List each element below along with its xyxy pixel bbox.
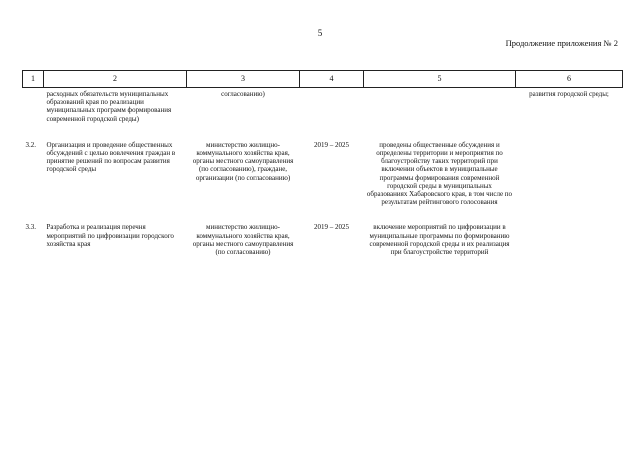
- row-period: 2019 – 2025: [314, 223, 349, 232]
- row-period: 2019 – 2025: [314, 140, 349, 149]
- header-col-6: 6: [516, 71, 623, 88]
- table-row: [23, 88, 623, 123]
- row-result: проведены общественные обсуждения и определены территории и мероприятия по благоустройству таких территорий при включении объектов в муниципальные программы формирования современной городской среды в муниципальных образованиях Хабаровского края, в том числе по результатам рейтингового голосования: [366, 140, 513, 207]
- row-executor: министерство жилищно-коммунального хозяйства края, органы местного самоуправления (по согласованию), граждане, организации (по согласованию): [192, 140, 294, 182]
- table-row: [23, 206, 623, 256]
- row-result: [364, 88, 516, 123]
- measures-table: [22, 70, 623, 256]
- row-result: включение мероприятий по цифровизации в муниципальные программы по формированию современной городской среды и их реализация при благоустройстве территорий: [369, 223, 510, 257]
- header-col-3: 3: [187, 71, 300, 88]
- row-measure: Разработка и реализация перечня мероприятий по цифровизации городского хозяйства края: [46, 223, 174, 248]
- row-measure: расходных обязательств муниципальных образований края по реализации муниципальных программ формирования современной городской среды): [46, 90, 172, 123]
- header-col-2: 2: [44, 71, 187, 88]
- table-row: [23, 123, 623, 207]
- header-col-4: 4: [300, 71, 364, 88]
- row-executor: согласованию): [221, 90, 265, 98]
- row-number: 3.2.: [25, 140, 36, 149]
- header-row: [23, 71, 623, 88]
- row-period: [300, 88, 364, 123]
- continuation-label: Продолжение приложения № 2: [505, 38, 618, 48]
- row-link: [516, 123, 623, 207]
- row-number: [23, 88, 44, 123]
- row-link: развития городской среды;: [529, 90, 609, 98]
- row-link: [516, 206, 623, 256]
- header-col-5: 5: [364, 71, 516, 88]
- row-number: 3.3.: [25, 223, 36, 232]
- header-col-1: 1: [23, 71, 44, 88]
- row-executor: министерство жилищно-коммунального хозяйства края, органы местного самоуправления (по согласованию): [192, 223, 294, 257]
- row-measure: Организация и проведение общественных обсуждений с целью вовлечения граждан в принятие решений по вопросам развития городской среды: [46, 140, 176, 174]
- page-number: 5: [317, 28, 323, 38]
